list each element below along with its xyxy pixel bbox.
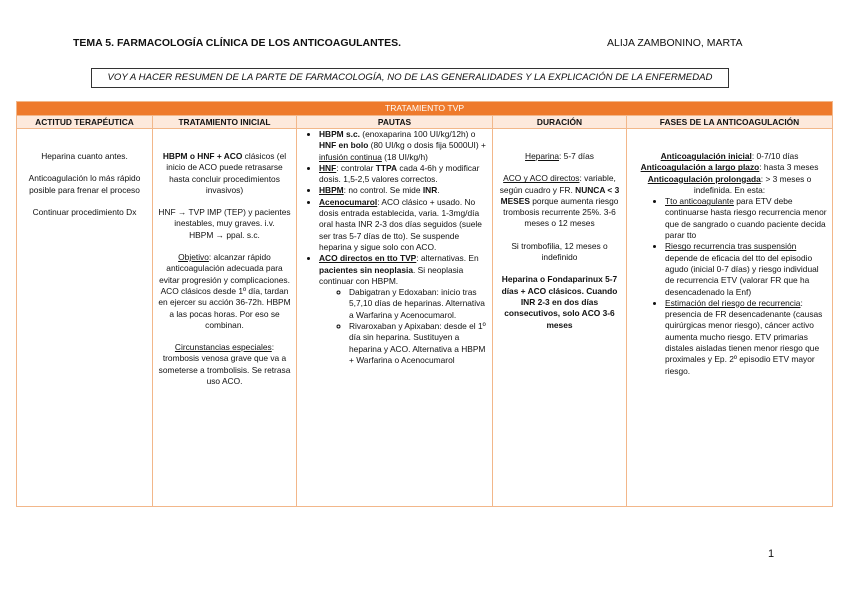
list-item (665, 196, 828, 241)
fases-list (631, 196, 828, 377)
column-header-actitud: ACTITUD TERAPÉUTICA (17, 116, 153, 129)
pauta-infusion: infusión continua (319, 151, 382, 162)
pauta-inr: INR (422, 185, 438, 196)
actitud-text-1: Heparina cuanto antes. (41, 151, 128, 161)
fase-inicial-text: : 0-7/10 días (751, 151, 799, 161)
list-item (319, 163, 488, 186)
pauta-text: cada 4-6h y modificar dosis. 1,5-2,5 valores correctos. (319, 162, 480, 185)
actitud-text-3: Continuar procedimiento Dx (32, 206, 137, 217)
fase-inicial (631, 151, 828, 162)
fase-prolongada (631, 174, 828, 197)
list-item (319, 253, 488, 287)
table-title-row (17, 102, 833, 116)
duracion-aco-rest: porque aumenta riesgo trombosis recurrente 25%. 3-6 meses o 12 meses (503, 195, 619, 229)
pauta-ttpa: TTPA (375, 162, 398, 173)
table-header-row (17, 116, 833, 129)
pauta-acenocumarol: Acenocumarol (319, 196, 378, 207)
list-item (665, 298, 828, 377)
pauta-sin-neoplasia: pacientes sin neoplasia (319, 264, 414, 275)
fase-inicial-label: Anticoagulación inicial (660, 151, 752, 161)
fase-bullet-label: Tto anticoagulante (665, 196, 734, 207)
duracion-heparina-text: : 5-7 días (559, 151, 594, 161)
duracion-aco-text: : variable, según cuadro y FR. (499, 173, 616, 195)
column-header-duracion: DURACIÓN (493, 116, 627, 129)
cell-fases (627, 129, 833, 507)
fase-prolongada-label: Anticoagulación prolongada (647, 173, 761, 184)
summary-banner: VOY A HACER RESUMEN DE LA PARTE DE FARMACOLOGÍA, NO DE LAS GENERALIDADES Y LA EXPLICACIÓN DE LA ENFERMEDAD (91, 68, 729, 88)
list-item (665, 241, 828, 297)
fase-bullet-text: : presencia de FR desencadenante (causas quirúrgicas menor riesgo), cáncer activo aumenta mucho riesgo. ETV primarias distales aisladas tienen menor riesgo que proximales y Ep. 2º episodio ETV mayor riesgo. (665, 297, 823, 376)
duracion-trombofilia: Si trombofilia, 12 meses o indefinido (511, 240, 608, 263)
pauta-hnf: HNF (319, 162, 337, 173)
fase-bullet-text: depende de eficacia del tto del episodio agudo (inicial 0-7 días) y riesgo individual de recurrencia ETV (valorar FR que ha desencadenado la Enf) (665, 252, 819, 297)
pauta-hbpm: HBPM (319, 185, 344, 196)
pauta-text: (enoxaparina 100 UI/kg/12h) o (359, 129, 476, 139)
inicial-hbpm-line: HBPM → ppal. s.c. (189, 229, 260, 240)
pauta-text: . Si neoplasia continuar con HBPM. (319, 264, 464, 286)
inicial-bold: HBPM o HNF + ACO (162, 151, 243, 161)
inicial-text-1 (157, 151, 292, 196)
list-item (319, 197, 488, 253)
fase-bullet-label: Riesgo recurrencia tras suspensión (665, 241, 797, 252)
aco-directos-sublist (301, 287, 488, 366)
page-number: 1 (768, 548, 775, 560)
inicial-objetivo (157, 252, 292, 331)
fase-prolongada-text: : > 3 meses o indefinida. En esta: (693, 173, 812, 195)
pauta-text: . (437, 185, 440, 196)
document-author: ALIJA ZAMBONINO, MARTA (607, 37, 743, 49)
pauta-text: (80 UI/kg o dosis fija 5000UI) + (368, 140, 486, 151)
column-header-inicial: TRATAMIENTO INICIAL (153, 116, 297, 129)
inicial-hnf-line: HNF → TVP IMP (TEP) y pacientes inestables, muy graves. i.v. (158, 207, 291, 229)
duracion-aco (497, 173, 622, 229)
fase-largo-plazo-text: : hasta 3 meses (759, 162, 819, 173)
fase-bullet-label: Estimación del riesgo de recurrencia (665, 297, 801, 308)
duracion-heparina-label: Heparina (525, 151, 560, 161)
pauta-hnf-bolo: HNF en bolo (319, 140, 369, 151)
objetivo-label: Objetivo (178, 252, 209, 263)
document-title: TEMA 5. FARMACOLOGÍA CLÍNICA DE LOS ANTICOAGULANTES. (73, 37, 402, 49)
column-header-fases: FASES DE LA ANTICOAGULACIÓN (627, 116, 833, 129)
fase-largo-plazo (631, 162, 828, 173)
pauta-aco-directos: ACO directos en tto TVP (319, 253, 417, 264)
column-header-pautas: PAUTAS (297, 116, 493, 129)
inicial-circunstancias (157, 342, 292, 387)
fase-bullet-text: para ETV debe continuarse hasta riesgo recurrencia menor que de sangrado o cuando paciente decida parar tto (665, 196, 827, 241)
pauta-text: : controlar (336, 162, 376, 173)
cell-actitud (17, 129, 153, 507)
cell-pautas (297, 129, 493, 507)
pautas-list (301, 129, 488, 287)
list-item: ◦ Dabigatran y Edoxaban: inicio tras 5,7,10 días de heparinas. Alternativa a Warfarina y Acenocumarol. (349, 287, 488, 321)
duracion-nunca: NUNCA < 3 MESES (500, 184, 620, 206)
list-item (319, 129, 488, 163)
objetivo-text: : alcanzar rápido anticoagulación adecuada para evitar progresión y complicaciones. ACO clásicos desde 1º día, tardan en ejercer su acción 36-72h. HBPM a las pocas horas. Por eso se combinan. (158, 252, 291, 330)
duracion-fondaparinux: Heparina o Fondaparinux 5-7 días + ACO clásicos. Cuando INR 2-3 en dos días consecutivos, solo ACO 3-6 meses (501, 274, 618, 330)
circunstancias-label: Circunstancias especiales (174, 342, 272, 353)
list-item: ◦ Rivaroxaban y Apixaban: desde el 1º día sin heparina. Sustituyen a heparina y ACO. Alternativa a HBPM + Warfarina o Acenocumarol (349, 321, 488, 366)
actitud-text-2: Anticoagulación lo más rápido posible para frenar el proceso (28, 173, 141, 195)
duracion-aco-label: ACO y ACO directos (503, 173, 580, 184)
list-item (319, 185, 488, 196)
pauta-text: : alternativas. En (416, 253, 479, 264)
pauta-hbpm-sc: HBPM s.c. (319, 129, 360, 139)
cell-duracion (493, 129, 627, 507)
pauta-text: : ACO clásico + usado. No dosis entrada establecida, varia. 1-3mg/día oral hasta INR 2-3 dos días seguidos (suele ser tras 5-7 días de tto). Se suspende heparina y sigue solo con ACO. (319, 196, 482, 252)
fase-largo-plazo-label: Anticoagulación a largo plazo (640, 162, 760, 173)
duracion-heparina (497, 151, 622, 162)
pauta-text: (18 UI/kg/h) (381, 151, 428, 162)
treatment-table (16, 101, 833, 507)
table-title: TRATAMIENTO TVP (17, 102, 833, 116)
pauta-text: : no control. Se mide (343, 185, 423, 196)
table-body-row (17, 129, 833, 507)
inicial-rest: clásicos (el inicio de ACO puede retrasarse hasta concluir procedimientos invasivos) (166, 151, 287, 195)
circunstancias-text: : trombosis venosa grave que va a someterse a trombolisis. Se retrasa uso ACO. (158, 342, 291, 387)
cell-tratamiento-inicial (153, 129, 297, 507)
